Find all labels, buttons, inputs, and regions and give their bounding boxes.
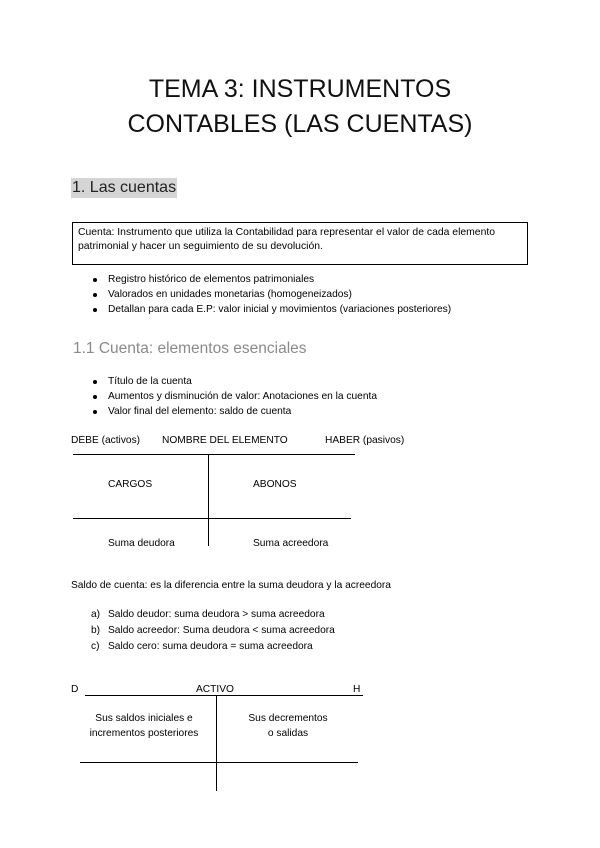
list-marker: b) [91, 625, 101, 636]
list-item-text: Saldo acreedor: Suma deudora < suma acreedora [108, 625, 335, 636]
d-label: D [71, 684, 79, 695]
section-heading-las-cuentas: 1. Las cuentas [72, 179, 177, 196]
list-item [91, 639, 335, 655]
activo-left-text-line-2: incrementos posteriores [89, 728, 199, 739]
activo-label: ACTIVO [196, 684, 234, 695]
activo-bottom-line [80, 762, 358, 763]
list-item-text: Saldo deudor: suma deudora > suma acreedora [108, 609, 325, 620]
saldo-definition: Saldo de cuenta: es la diferencia entre la suma deudora y la acreedora [71, 580, 391, 591]
element-name-label: NOMBRE DEL ELEMENTO [162, 435, 288, 446]
page-title-line-1: TEMA 3: INSTRUMENTOS [148, 75, 452, 103]
activo-right-text-line-2: o salidas [267, 728, 309, 739]
definition-box: Cuenta: Instrumento que utiliza la Contabilidad para representar el valor de cada elemento patrimonial y hacer un seguimiento de su devolución. [72, 222, 528, 265]
suma-acreedora-label: Suma acreedora [253, 538, 329, 549]
list-item [91, 607, 335, 623]
suma-deudora-label: Suma deudora [108, 538, 175, 549]
list-item: Aumentos y disminución de valor: Anotaciones en la cuenta [90, 389, 377, 404]
activo-left-text-line-1: Sus saldos iniciales e [95, 713, 193, 724]
list-marker: a) [91, 609, 101, 620]
cargos-label: CARGOS [108, 479, 153, 490]
t-account-top-line [73, 454, 355, 455]
debe-label: DEBE (activos) [71, 435, 141, 446]
h-label: H [353, 684, 361, 695]
list-item-text: Saldo cero: suma deudora = suma acreedora [108, 641, 313, 652]
section1-bullet-list [90, 272, 451, 317]
list-item: Título de la cuenta [90, 374, 377, 389]
activo-divider [216, 695, 217, 791]
section1-1-bullet-list [90, 374, 377, 419]
list-item: Valor final del elemento: saldo de cuenta [90, 404, 377, 419]
list-item: Detallan para cada E.P: valor inicial y movimientos (variaciones posteriores) [90, 302, 451, 317]
list-item [91, 623, 335, 639]
t-account-sum-line [73, 518, 351, 519]
list-item: Registro histórico de elementos patrimoniales [90, 272, 451, 287]
list-item: Valorados en unidades monetarias (homogeneizados) [90, 287, 451, 302]
t-account-divider [208, 454, 209, 546]
list-marker: c) [91, 641, 100, 652]
page-title-line-2: CONTABLES (LAS CUENTAS) [127, 110, 473, 138]
abonos-label: ABONOS [253, 479, 297, 490]
section-heading-elementos-esenciales: 1.1 Cuenta: elementos esenciales [73, 340, 307, 357]
saldo-list [91, 607, 335, 655]
activo-right-text-line-1: Sus decrementos [248, 713, 328, 724]
activo-top-line [85, 695, 363, 696]
haber-label: HABER (pasivos) [325, 435, 405, 446]
